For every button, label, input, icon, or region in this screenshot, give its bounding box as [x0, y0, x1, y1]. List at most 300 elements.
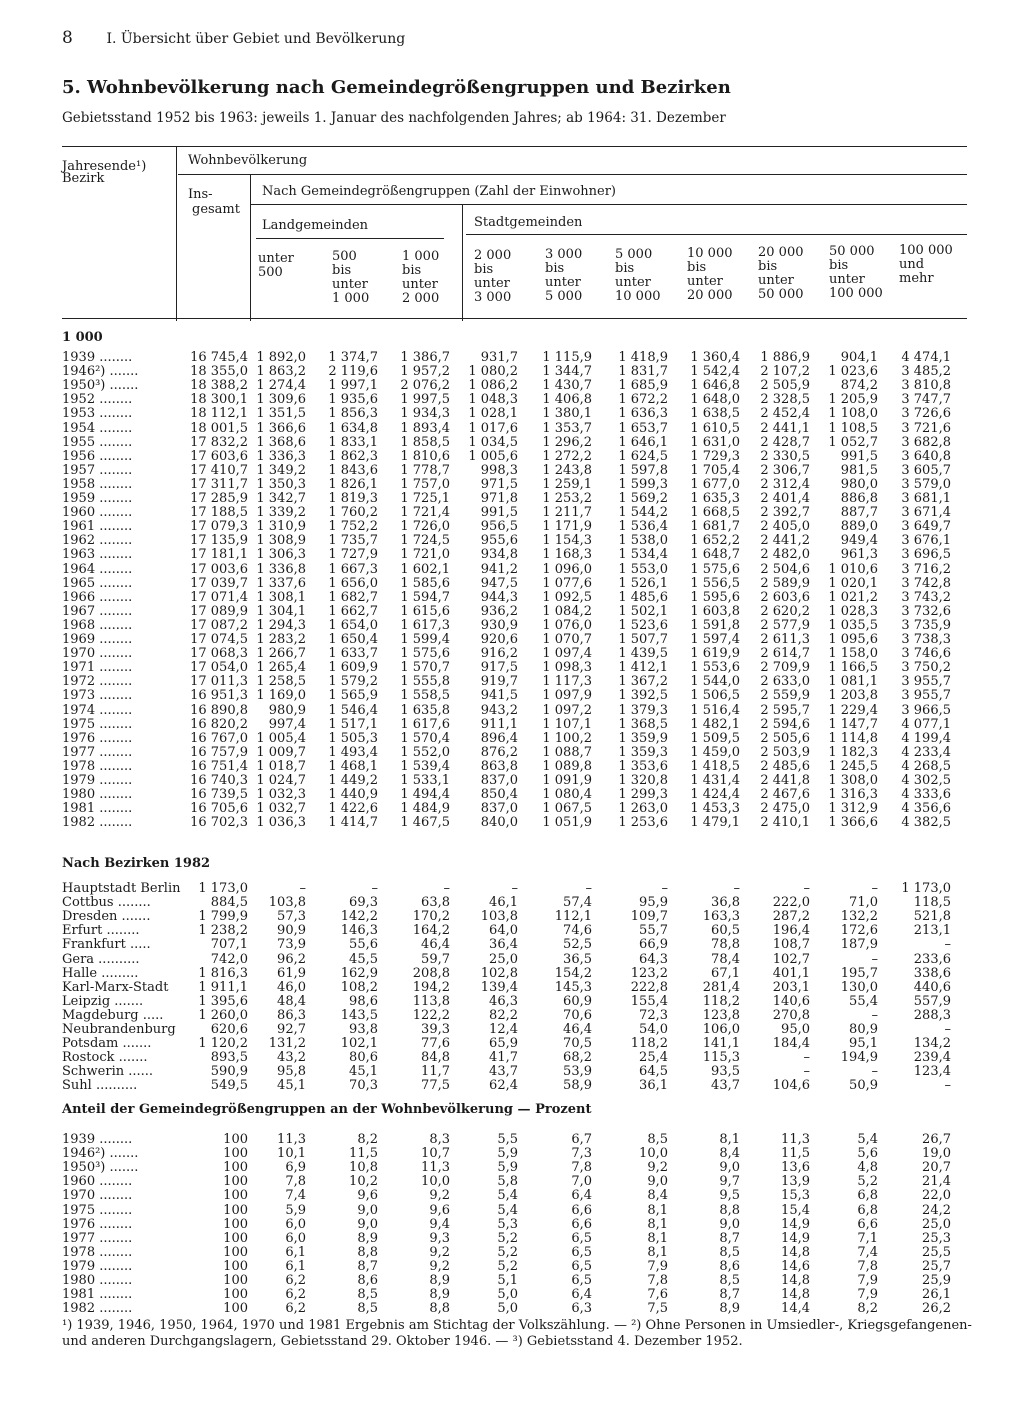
table-row — [0, 1051, 1024, 1065]
cell-value: 2 441,2 — [760, 533, 810, 549]
cell-value: 2 482,0 — [760, 547, 810, 563]
row-label: Rostock ....... — [62, 1050, 148, 1066]
table-row — [0, 938, 1024, 952]
cell-value: 1 299,3 — [618, 787, 668, 803]
cell-value: 5,2 — [497, 1244, 518, 1260]
cell-value: 100 — [223, 1174, 248, 1190]
cell-value: 980,0 — [840, 476, 878, 492]
cell-value: 63,8 — [421, 895, 450, 911]
table-row — [0, 896, 1024, 910]
cell-value: 1 309,6 — [256, 392, 306, 408]
row-label: 1946²) ....... — [62, 364, 139, 380]
cell-value: 521,8 — [913, 909, 951, 925]
cell-value: 1 682,7 — [328, 589, 378, 605]
cell-value: 3 746,6 — [901, 646, 951, 662]
cell-value: 187,9 — [840, 937, 878, 953]
cell-value: 162,9 — [340, 965, 378, 981]
cell-value: 1 646,1 — [618, 434, 668, 450]
table-row — [0, 1037, 1024, 1051]
cell-value: 1 843,6 — [328, 462, 378, 478]
col-head-3000-5000: 3 000 bis unter 5 000 — [545, 247, 583, 304]
cell-value: 1 553,0 — [618, 561, 668, 577]
table-row — [0, 464, 1024, 478]
cell-value: 3 579,0 — [901, 476, 951, 492]
cell-value: 1 615,6 — [400, 603, 450, 619]
cell-value: 2 428,7 — [760, 434, 810, 450]
cell-value: 2 401,4 — [760, 491, 810, 506]
cell-value: 2 709,9 — [760, 660, 810, 676]
cell-value: – — [371, 881, 378, 896]
cell-value: 1 635,3 — [690, 491, 740, 506]
cell-value: 1 858,5 — [400, 434, 450, 450]
cell-value: 8,4 — [647, 1188, 668, 1204]
cell-value: 5,2 — [497, 1230, 518, 1246]
cell-value: 3 681,1 — [901, 491, 951, 506]
cell-value: 971,5 — [480, 476, 518, 492]
cell-value: 1 729,3 — [690, 448, 740, 464]
cell-value: 2 577,9 — [760, 617, 810, 633]
cell-value: 16 740,3 — [190, 773, 248, 788]
cell-value: 949,4 — [840, 533, 878, 549]
cell-value: 7,8 — [571, 1160, 592, 1176]
row-label: Halle ......... — [62, 965, 139, 981]
cell-value: 2 441,8 — [760, 773, 810, 788]
cell-value: 1 086,2 — [468, 378, 518, 394]
cell-value: 934,8 — [480, 547, 518, 563]
col-head-10000-20000: 10 000 bis unter 20 000 — [687, 246, 733, 303]
cell-value: 6,7 — [571, 1132, 592, 1147]
cell-value: 77,5 — [421, 1078, 450, 1094]
row-label: 1968 ........ — [62, 617, 133, 633]
row-label: 1970 ........ — [62, 646, 133, 662]
cell-value: 1 308,1 — [256, 589, 306, 605]
cell-value: 1 088,7 — [542, 744, 592, 760]
cell-value: 12,4 — [489, 1022, 518, 1037]
cell-value: 16 767,0 — [190, 730, 248, 746]
cell-value: 18 388,2 — [190, 378, 248, 394]
row-label: 1952 ........ — [62, 392, 133, 408]
cell-value: 1 308,9 — [256, 533, 306, 549]
cell-value: 1 205,9 — [828, 392, 878, 408]
cell-value: 18 355,0 — [190, 364, 248, 380]
col-head-5000-10000: 5 000 bis unter 10 000 — [615, 247, 661, 304]
cell-value: 8,1 — [647, 1202, 668, 1218]
cell-value: 26,7 — [922, 1132, 951, 1147]
cell-value: 3 696,5 — [901, 547, 951, 563]
cell-value: 1 168,3 — [542, 547, 592, 563]
cell-value: 2 503,9 — [760, 744, 810, 760]
cell-value: 1 166,5 — [828, 660, 878, 676]
cell-value: 17 285,9 — [190, 491, 248, 506]
cell-value: 172,6 — [840, 923, 878, 939]
cell-value: 6,9 — [285, 1160, 306, 1176]
table-row — [0, 1161, 1024, 1175]
cell-value: 9,0 — [719, 1216, 740, 1232]
cell-value: 9,0 — [357, 1216, 378, 1232]
table-row — [0, 450, 1024, 464]
cell-value: 59,7 — [421, 951, 450, 967]
cell-value: 1 617,3 — [400, 617, 450, 633]
cell-value: 46,1 — [489, 895, 518, 911]
cell-value: 8,8 — [357, 1244, 378, 1260]
cell-value: 1 507,7 — [618, 632, 668, 647]
cell-value: 1 459,0 — [690, 744, 740, 760]
cell-value: 1 556,5 — [690, 575, 740, 591]
cell-value: 2 392,7 — [760, 505, 810, 521]
section-title-years: 1 000 — [62, 330, 103, 345]
cell-value: 1 028,1 — [468, 406, 518, 422]
cell-value: 123,8 — [702, 1007, 740, 1023]
cell-value: 1 395,6 — [198, 993, 248, 1009]
cell-value: 947,5 — [480, 575, 518, 591]
cell-value: 7,4 — [285, 1188, 306, 1204]
stadtgemeinden-heading: Stadtgemeinden — [474, 215, 583, 230]
cell-value: 1 440,9 — [328, 787, 378, 803]
cell-value: 1 092,5 — [542, 589, 592, 605]
cell-value: 5,2 — [497, 1258, 518, 1274]
row-label: Frankfurt ..... — [62, 937, 151, 953]
row-label: 1980 ........ — [62, 787, 133, 803]
cell-value: 893,5 — [210, 1050, 248, 1066]
table-row — [0, 718, 1024, 732]
cell-value: 1 726,0 — [400, 519, 450, 535]
cell-value: 1 028,3 — [828, 603, 878, 619]
cell-value: 920,6 — [480, 632, 518, 647]
cell-value: 118,2 — [630, 1036, 668, 1052]
landgemeinden-rule — [256, 238, 444, 239]
cell-value: 22,0 — [922, 1188, 951, 1204]
cell-value: 132,2 — [840, 909, 878, 925]
cell-value: 55,6 — [349, 937, 378, 953]
cell-value: 1 831,7 — [618, 364, 668, 380]
cell-value: 123,4 — [913, 1064, 951, 1080]
cell-value: 8,9 — [429, 1287, 450, 1303]
table-row — [0, 967, 1024, 981]
cell-value: 13,6 — [781, 1160, 810, 1176]
cell-value: 1 009,7 — [256, 744, 306, 760]
cell-value: 1 243,8 — [542, 462, 592, 478]
row-label: 1953 ........ — [62, 406, 133, 422]
cell-value: 14,8 — [781, 1273, 810, 1288]
row-label: 1980 ........ — [62, 1273, 133, 1288]
cell-value: 65,9 — [489, 1036, 518, 1052]
cell-value: 2 559,9 — [760, 688, 810, 704]
cell-value: 46,0 — [277, 979, 306, 995]
cell-value: 936,2 — [480, 603, 518, 619]
cell-value: 3 721,6 — [901, 420, 951, 436]
cell-value: 115,3 — [702, 1050, 740, 1066]
cell-value: 863,8 — [480, 758, 518, 774]
cell-value: 3 716,2 — [901, 561, 951, 577]
cell-value: 1 035,5 — [828, 617, 878, 633]
row-label: 1950³) ....... — [62, 1160, 139, 1176]
cell-value: 6,8 — [857, 1188, 878, 1204]
cell-value: 118,2 — [702, 993, 740, 1009]
cell-value: 8,7 — [719, 1287, 740, 1303]
cell-value: 16 702,3 — [190, 815, 248, 831]
cell-value: 146,3 — [340, 923, 378, 939]
row-label: 1977 ........ — [62, 1230, 133, 1246]
table-row — [0, 746, 1024, 760]
cell-value: 203,1 — [772, 979, 810, 995]
cell-value: 8,6 — [357, 1273, 378, 1288]
cell-value: 1 617,6 — [400, 716, 450, 732]
cell-value: 1 051,9 — [542, 815, 592, 831]
cell-value: 17 039,7 — [190, 575, 248, 591]
cell-value: 5,9 — [497, 1160, 518, 1176]
cell-value: 1 494,4 — [400, 787, 450, 803]
cell-value: – — [871, 1007, 878, 1023]
cell-value: – — [871, 1064, 878, 1080]
cell-value: 1 569,2 — [618, 491, 668, 506]
cell-value: 896,4 — [480, 730, 518, 746]
table-row — [0, 422, 1024, 436]
cell-value: 1 705,4 — [690, 462, 740, 478]
cell-value: 1 070,7 — [542, 632, 592, 647]
cell-value: 2 452,4 — [760, 406, 810, 422]
cell-value: 6,6 — [857, 1216, 878, 1232]
table-title: 5. Wohnbevölkerung nach Gemeindegrößengruppen und Bezirken — [62, 77, 731, 98]
cell-value: 1 544,0 — [690, 674, 740, 690]
cell-value: 3 485,2 — [901, 364, 951, 380]
cell-value: 25,9 — [922, 1273, 951, 1288]
cell-value: 931,7 — [480, 350, 518, 365]
cell-value: 3 732,6 — [901, 603, 951, 619]
col-head-unter-500: unter 500 — [258, 251, 294, 280]
cell-value: 1 017,6 — [468, 420, 518, 436]
cell-value: 13,9 — [781, 1174, 810, 1190]
cell-value: 184,4 — [772, 1036, 810, 1052]
cell-value: 941,2 — [480, 561, 518, 577]
cell-value: 1 108,5 — [828, 420, 878, 436]
row-label: Neubrandenburg — [62, 1022, 176, 1037]
cell-value: 1 484,9 — [400, 801, 450, 817]
cell-value: 6,3 — [571, 1301, 592, 1317]
cell-value: 9,0 — [647, 1174, 668, 1190]
row-label: 1976 ........ — [62, 1216, 133, 1232]
cell-value: 2 405,0 — [760, 519, 810, 535]
row-label: 1974 ........ — [62, 702, 133, 718]
cell-value: 1 010,6 — [828, 561, 878, 577]
cell-value: 1 034,5 — [468, 434, 518, 450]
table-row — [0, 1204, 1024, 1218]
cell-value: 196,4 — [772, 923, 810, 939]
cell-value: 1 380,1 — [542, 406, 592, 422]
cell-value: 1 886,9 — [760, 350, 810, 365]
table-row — [0, 393, 1024, 407]
cell-value: 2 306,7 — [760, 462, 810, 478]
cell-value: 1 005,4 — [256, 730, 306, 746]
row-label: 1950³) ....... — [62, 378, 139, 394]
cell-value: 25,0 — [922, 1216, 951, 1232]
cell-value: 1 344,7 — [542, 364, 592, 380]
row-label: 1982 ........ — [62, 1301, 133, 1317]
cell-value: 943,2 — [480, 702, 518, 718]
row-label: 1972 ........ — [62, 674, 133, 690]
cell-value: 100 — [223, 1132, 248, 1147]
cell-value: 17 188,5 — [190, 505, 248, 521]
cell-value: 1 238,2 — [198, 923, 248, 939]
row-label: Hauptstadt Berlin — [62, 881, 181, 896]
cell-value: 1 997,1 — [328, 378, 378, 394]
table-row — [0, 774, 1024, 788]
cell-value: 43,7 — [489, 1064, 518, 1080]
cell-value: 16 951,3 — [190, 688, 248, 704]
cell-value: 77,6 — [421, 1036, 450, 1052]
cell-value: 887,7 — [840, 505, 878, 521]
cell-value: 1 542,4 — [690, 364, 740, 380]
cell-value: 1 263,0 — [618, 801, 668, 817]
cell-value: 108,7 — [772, 937, 810, 953]
cell-value: 70,6 — [563, 1007, 592, 1023]
table-row — [0, 478, 1024, 492]
cell-value: 39,3 — [421, 1022, 450, 1037]
cell-value: 742,0 — [210, 951, 248, 967]
cell-value: 64,5 — [639, 1064, 668, 1080]
cell-value: 10,8 — [349, 1160, 378, 1176]
cell-value: 1 023,6 — [828, 364, 878, 380]
cell-value: 876,2 — [480, 744, 518, 760]
cell-value: 1 431,4 — [690, 773, 740, 788]
table-row — [0, 802, 1024, 816]
cell-value: 25,3 — [922, 1230, 951, 1246]
cell-value: 9,2 — [429, 1244, 450, 1260]
cell-value: 1 517,1 — [328, 716, 378, 732]
row-label: 1978 ........ — [62, 1244, 133, 1260]
cell-value: 8,9 — [719, 1301, 740, 1317]
cell-value: 46,3 — [489, 993, 518, 1009]
cell-value: 45,1 — [277, 1078, 306, 1094]
cell-value: 930,9 — [480, 617, 518, 633]
cell-value: 95,9 — [639, 895, 668, 911]
cell-value: – — [944, 937, 951, 953]
row-label: 1962 ........ — [62, 533, 133, 549]
cell-value: – — [871, 881, 878, 896]
cell-value: 8,1 — [647, 1230, 668, 1246]
cell-value: 8,1 — [647, 1244, 668, 1260]
cell-value: 3 966,5 — [901, 702, 951, 718]
cell-value: 1 308,0 — [828, 773, 878, 788]
cell-value: 1 636,3 — [618, 406, 668, 422]
cell-value: 1 173,0 — [198, 881, 248, 896]
row-label: 1969 ........ — [62, 632, 133, 647]
cell-value: 1 599,3 — [618, 476, 668, 492]
cell-value: – — [803, 1050, 810, 1066]
cell-value: 1 350,3 — [256, 476, 306, 492]
cell-value: 1 778,7 — [400, 462, 450, 478]
cell-value: 1 506,5 — [690, 688, 740, 704]
cell-value: 2 505,9 — [760, 378, 810, 394]
cell-value: 8,5 — [357, 1287, 378, 1303]
cell-value: 26,1 — [922, 1287, 951, 1303]
cell-value: 7,8 — [647, 1273, 668, 1288]
cell-value: 904,1 — [840, 350, 878, 365]
cell-value: 8,8 — [429, 1301, 450, 1317]
cell-value: 1 048,3 — [468, 392, 518, 408]
row-label: 1975 ........ — [62, 1202, 133, 1218]
cell-value: 1 422,6 — [328, 801, 378, 817]
cell-value: 61,9 — [277, 965, 306, 981]
cell-value: 1 610,5 — [690, 420, 740, 436]
cell-value: 14,8 — [781, 1287, 810, 1303]
cell-value: 961,3 — [840, 547, 878, 563]
cell-value: 1 579,2 — [328, 674, 378, 690]
table-row — [0, 1189, 1024, 1203]
table-row — [0, 591, 1024, 605]
cell-value: 1 120,2 — [198, 1036, 248, 1052]
cell-value: 1 833,1 — [328, 434, 378, 450]
cell-value: 917,5 — [480, 660, 518, 676]
cell-value: 18 300,1 — [190, 392, 248, 408]
cell-value: 1 799,9 — [198, 909, 248, 925]
cell-value: 1 725,1 — [400, 491, 450, 506]
cell-value: 1 169,0 — [256, 688, 306, 704]
cell-value: 6,6 — [571, 1216, 592, 1232]
cell-value: 68,2 — [563, 1050, 592, 1066]
cell-value: 1 312,9 — [828, 801, 878, 817]
table-row — [0, 534, 1024, 548]
cell-value: 17 410,7 — [190, 462, 248, 478]
cell-value: 1 594,7 — [400, 589, 450, 605]
cell-value: 58,9 — [563, 1078, 592, 1094]
cell-value: 108,2 — [340, 979, 378, 995]
cell-value: 5,5 — [497, 1132, 518, 1147]
gruppen-rule — [251, 204, 967, 205]
row-label: 1960 ........ — [62, 505, 133, 521]
cell-value: 1 253,6 — [618, 815, 668, 831]
cell-value: 100 — [223, 1273, 248, 1288]
cell-value: 1 080,2 — [468, 364, 518, 380]
footnotes: ¹) 1939, 1946, 1950, 1964, 1970 und 1981 Ergebnis am Stichtag der Volkszählung. — ²) Ohne Personen in Umsiedler-, Kriegsgefangenen- und anderen Durchgangslagern, Gebietsstand 29. Oktober 1946. — ³) Gebietsstand 4. Dezember 1952. — [62, 1318, 972, 1349]
cell-value: 145,3 — [554, 979, 592, 995]
table-row — [0, 1232, 1024, 1246]
cell-value: 1 546,4 — [328, 702, 378, 718]
cell-value: 1 418,5 — [690, 758, 740, 774]
cell-value: 1 650,4 — [328, 632, 378, 647]
cell-value: 1 081,1 — [828, 674, 878, 690]
cell-value: 70,3 — [349, 1078, 378, 1094]
cell-value: – — [944, 1022, 951, 1037]
cell-value: 549,5 — [210, 1078, 248, 1094]
cell-value: 36,1 — [639, 1078, 668, 1094]
table-row — [0, 675, 1024, 689]
cell-value: 1 681,7 — [690, 519, 740, 535]
table-row — [0, 1288, 1024, 1302]
cell-value: 7,4 — [857, 1244, 878, 1260]
cell-value: 100 — [223, 1188, 248, 1204]
cell-value: 916,2 — [480, 646, 518, 662]
cell-value: 1 479,1 — [690, 815, 740, 831]
row-label: 1956 ........ — [62, 448, 133, 464]
cell-value: 911,1 — [480, 716, 518, 732]
cell-value: 997,4 — [268, 716, 306, 732]
cell-value: – — [299, 881, 306, 896]
cell-value: 4 474,1 — [901, 350, 951, 365]
cell-value: 1 565,9 — [328, 688, 378, 704]
table-row — [0, 548, 1024, 562]
cell-value: 141,1 — [702, 1036, 740, 1052]
cell-value: 55,7 — [639, 923, 668, 939]
cell-value: 1 406,8 — [542, 392, 592, 408]
cell-value: 8,4 — [719, 1146, 740, 1162]
cell-value: 60,9 — [563, 993, 592, 1009]
cell-value: 837,0 — [480, 773, 518, 788]
cell-value: 9,7 — [719, 1174, 740, 1190]
cell-value: 155,4 — [630, 993, 668, 1009]
cell-value: 1 310,9 — [256, 519, 306, 535]
cell-value: 48,4 — [277, 993, 306, 1009]
cell-value: 1 652,2 — [690, 533, 740, 549]
